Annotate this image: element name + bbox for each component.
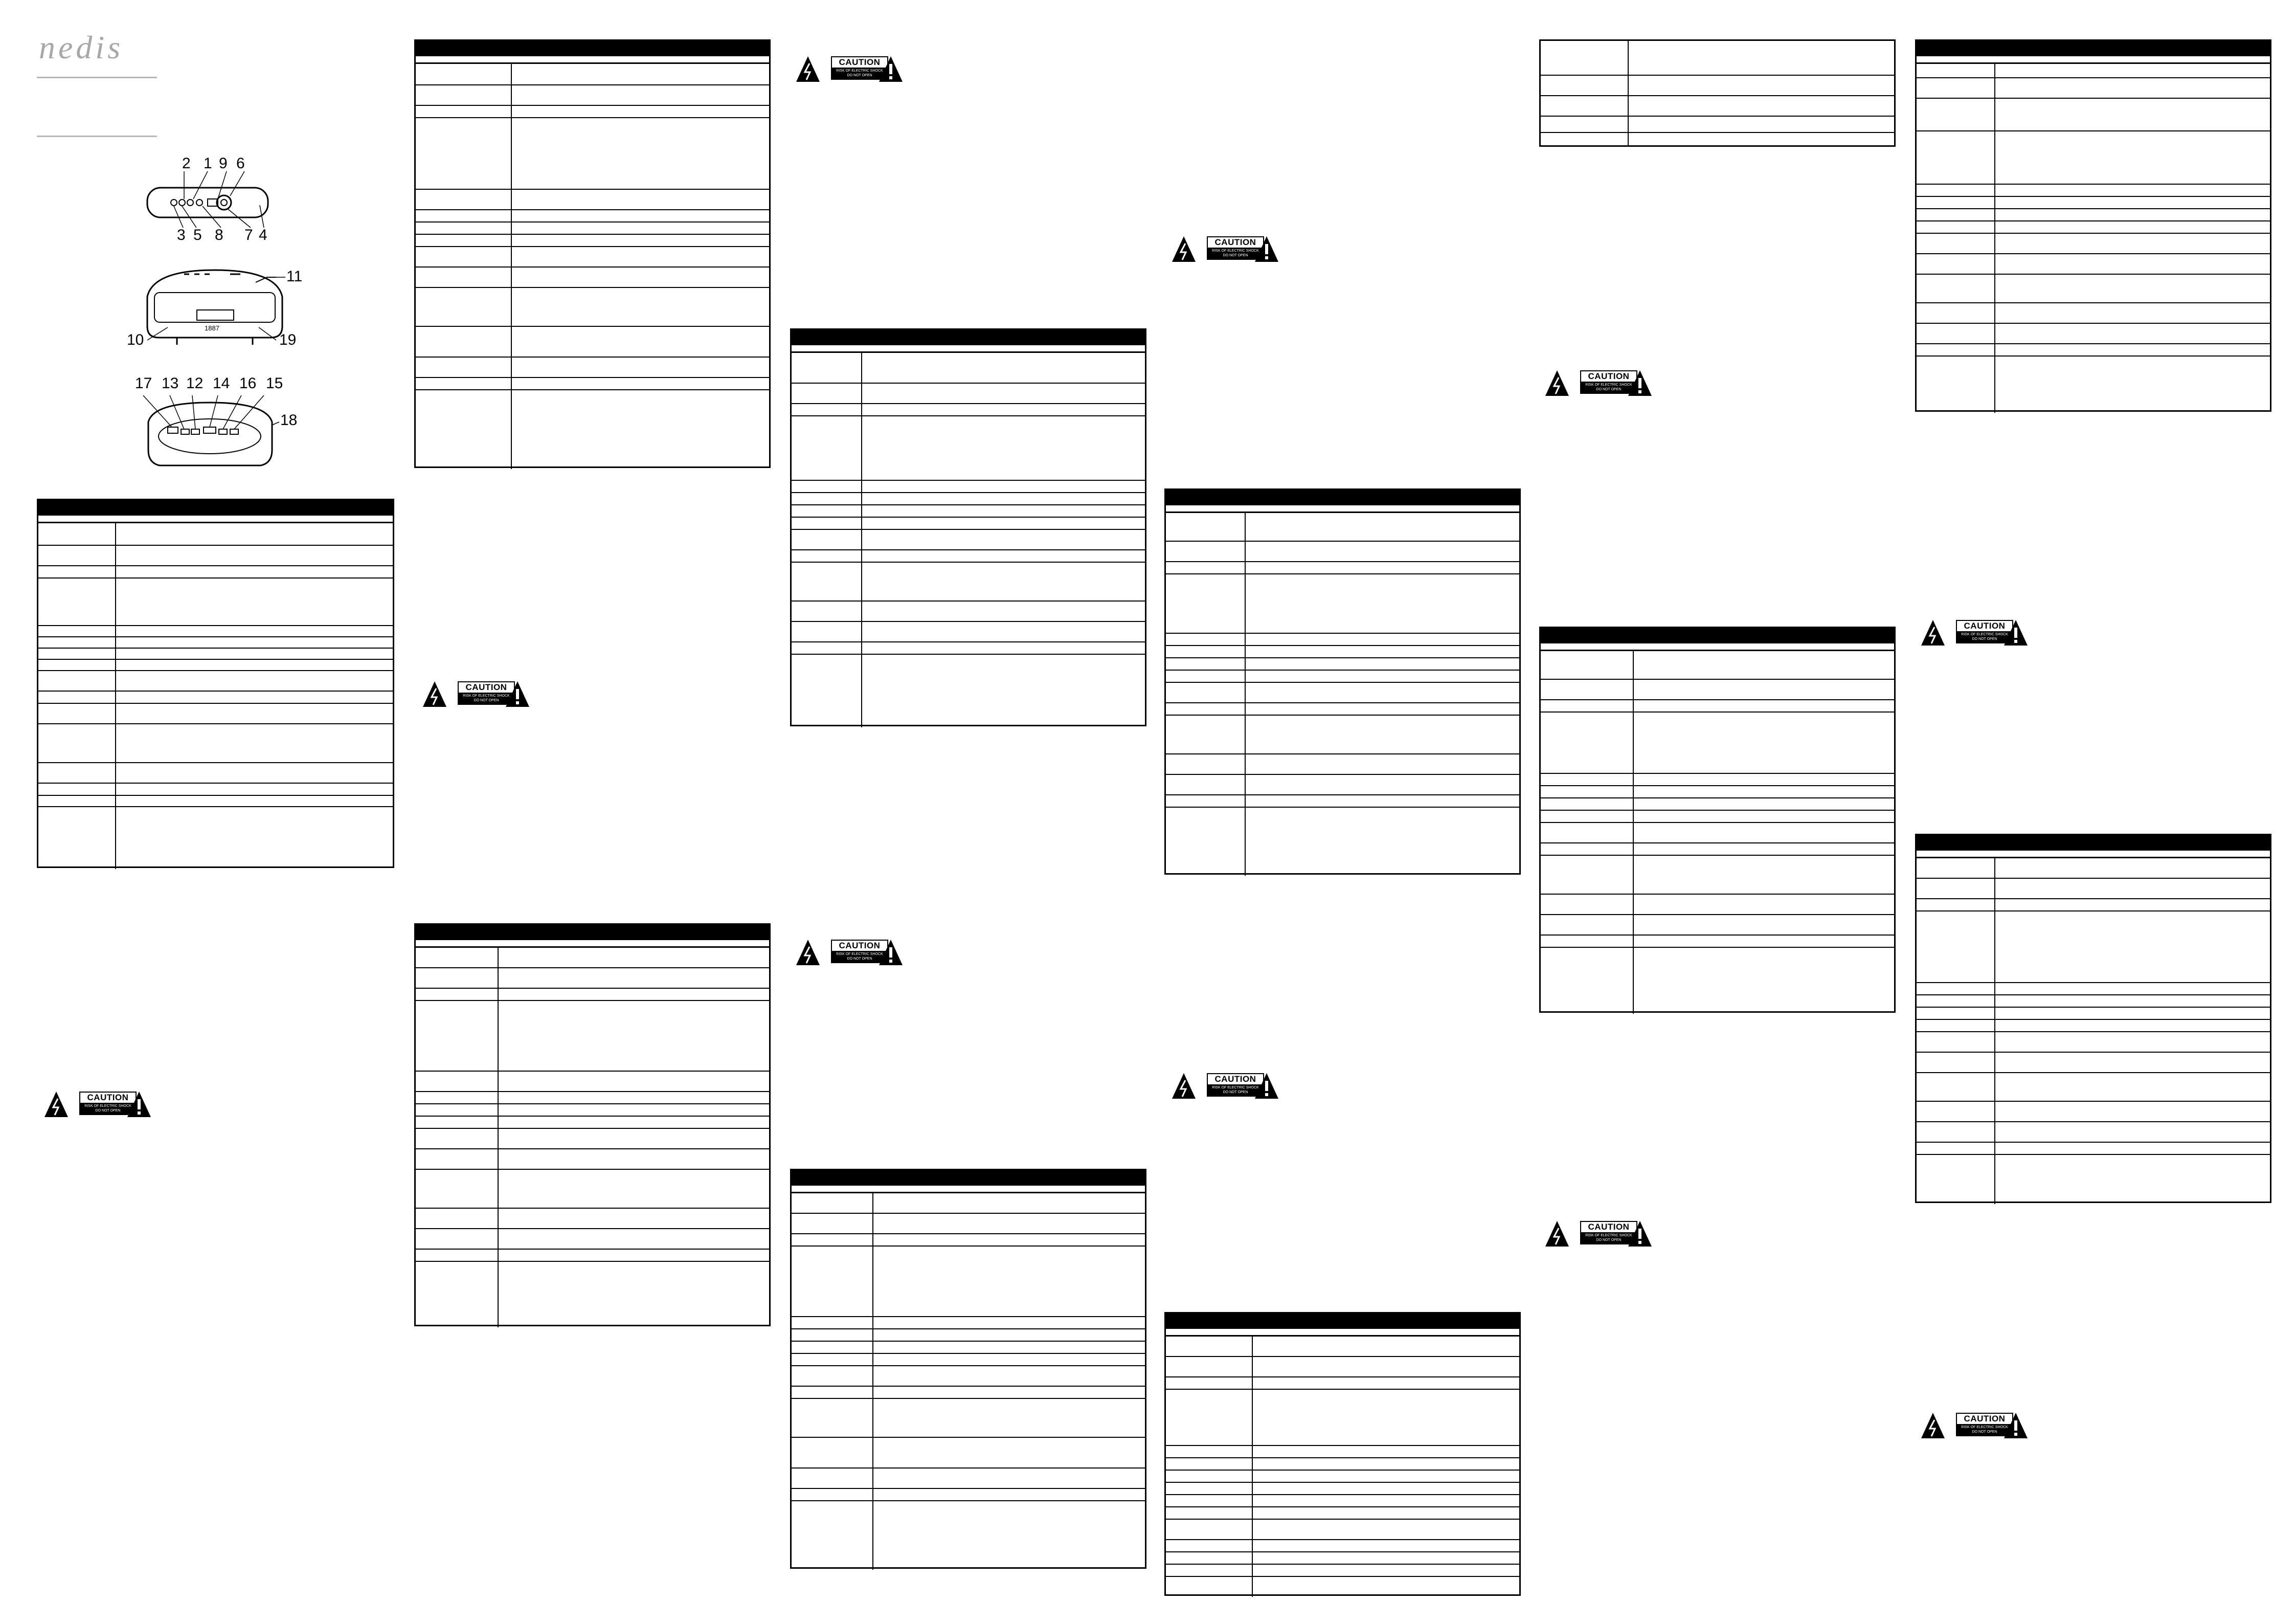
table-row bbox=[1917, 303, 2270, 324]
spec-table-col1 bbox=[37, 499, 394, 868]
table-row bbox=[792, 602, 1145, 622]
callout-5: 5 bbox=[193, 227, 202, 243]
table-row bbox=[1166, 1495, 1519, 1507]
table-row bbox=[1541, 786, 1894, 798]
spec-table-header-bar bbox=[416, 41, 769, 56]
callout-1: 1 bbox=[204, 155, 212, 172]
caution-label bbox=[795, 939, 904, 966]
spec-table-header-bar bbox=[1541, 628, 1894, 643]
table-row bbox=[416, 1001, 769, 1072]
caution-label bbox=[43, 1091, 152, 1118]
spec-table-header-bar bbox=[1917, 835, 2270, 851]
device-front-view-diagram bbox=[123, 266, 307, 353]
callout-17: 17 bbox=[135, 375, 152, 392]
table-row bbox=[1166, 808, 1519, 820]
caution-title: CAUTION bbox=[1214, 1074, 1256, 1084]
electric-shock-warning-icon bbox=[795, 55, 821, 83]
device-back-view-diagram bbox=[128, 376, 307, 478]
table-row bbox=[1166, 1337, 1519, 1357]
exclamation-warning-icon bbox=[1627, 1220, 1653, 1248]
electric-shock-warning-icon bbox=[43, 1091, 69, 1118]
table-row bbox=[1541, 798, 1894, 811]
table-row bbox=[1166, 1507, 1519, 1520]
table-row bbox=[38, 692, 393, 704]
table-row bbox=[1166, 1390, 1519, 1446]
table-row bbox=[792, 404, 1145, 416]
spec-table-col2-top bbox=[414, 39, 771, 468]
table-row bbox=[1541, 823, 1894, 843]
table-row bbox=[416, 1149, 769, 1170]
table-row bbox=[416, 390, 769, 403]
table-row bbox=[1166, 1377, 1519, 1390]
table-row bbox=[1166, 775, 1519, 795]
table-row bbox=[1541, 713, 1894, 774]
caution-subtitle-line1: RISK OF ELECTRIC SHOCK bbox=[1212, 1086, 1259, 1089]
table-row bbox=[416, 1104, 769, 1117]
table-row bbox=[1541, 774, 1894, 786]
callout-13: 13 bbox=[162, 375, 179, 392]
caution-title: CAUTION bbox=[87, 1093, 129, 1102]
table-row bbox=[1166, 1483, 1519, 1495]
spec-table-header-bar bbox=[1166, 490, 1519, 505]
table-row bbox=[38, 649, 393, 660]
table-row bbox=[1166, 1520, 1519, 1540]
table-row bbox=[1917, 1143, 2270, 1155]
table-row bbox=[1166, 1446, 1519, 1458]
table-row bbox=[1166, 703, 1519, 716]
callout-9: 9 bbox=[219, 155, 228, 172]
table-row bbox=[1166, 1471, 1519, 1483]
caution-subtitle-line1: RISK OF ELECTRIC SHOCK bbox=[1961, 633, 2008, 636]
exclamation-warning-icon bbox=[878, 939, 904, 966]
table-row bbox=[1166, 542, 1519, 562]
table-row bbox=[416, 268, 769, 288]
spec-table-header-bar bbox=[1166, 1314, 1519, 1329]
table-row bbox=[1166, 1540, 1519, 1552]
table-row bbox=[1166, 1552, 1519, 1565]
exclamation-warning-icon bbox=[878, 55, 904, 83]
table-row bbox=[38, 763, 393, 784]
callout-7: 7 bbox=[244, 227, 253, 243]
device-top-view-diagram bbox=[128, 156, 291, 243]
spec-table-col3-top bbox=[790, 328, 1146, 726]
spec-table-col6-bottom bbox=[1915, 834, 2271, 1203]
table-row bbox=[792, 1317, 1145, 1329]
table-row bbox=[792, 622, 1145, 642]
spec-table-header-bar bbox=[1917, 41, 2270, 56]
table-row bbox=[1917, 324, 2270, 344]
table-row bbox=[38, 796, 393, 807]
table-row bbox=[792, 642, 1145, 655]
table-row bbox=[416, 118, 769, 190]
table-row bbox=[1166, 716, 1519, 754]
callout-14: 14 bbox=[213, 375, 230, 392]
table-row bbox=[1917, 858, 2270, 879]
exclamation-warning-icon bbox=[2003, 1412, 2029, 1439]
table-row bbox=[1166, 754, 1519, 775]
electric-shock-warning-icon bbox=[795, 939, 821, 966]
callout-6: 6 bbox=[236, 155, 245, 172]
table-row bbox=[792, 563, 1145, 602]
table-row bbox=[792, 1234, 1145, 1247]
spec-table-col4-bottom bbox=[1164, 1312, 1521, 1596]
caution-subtitle-line2: DO NOT OPEN bbox=[1972, 637, 1997, 641]
table-row bbox=[792, 1329, 1145, 1342]
caution-label bbox=[1544, 1220, 1653, 1248]
table-row bbox=[1166, 1565, 1519, 1577]
table-row bbox=[416, 64, 769, 85]
table-row bbox=[38, 546, 393, 566]
exclamation-warning-icon bbox=[505, 680, 530, 708]
table-row bbox=[1541, 948, 1894, 960]
nedis-logo bbox=[37, 32, 162, 75]
caution-subtitle-line1: RISK OF ELECTRIC SHOCK bbox=[1961, 1426, 2008, 1429]
caution-title: CAUTION bbox=[1214, 237, 1256, 247]
table-row bbox=[416, 1092, 769, 1104]
electric-shock-warning-icon bbox=[1171, 235, 1197, 263]
spec-table-body bbox=[1541, 651, 1894, 1014]
caution-title: CAUTION bbox=[1964, 1414, 2006, 1423]
caution-subtitle-line2: DO NOT OPEN bbox=[1972, 1430, 1997, 1434]
table-row bbox=[1541, 680, 1894, 700]
table-row bbox=[1541, 76, 1894, 96]
table-row bbox=[38, 566, 393, 579]
spec-table-body bbox=[416, 948, 769, 1327]
table-row bbox=[1917, 275, 2270, 303]
caution-subtitle-line1: RISK OF ELECTRIC SHOCK bbox=[836, 69, 883, 73]
table-row bbox=[792, 1469, 1145, 1489]
table-row bbox=[792, 1501, 1145, 1514]
callout-15: 15 bbox=[266, 375, 283, 392]
caution-label bbox=[795, 55, 904, 83]
callout-10: 10 bbox=[127, 331, 144, 348]
caution-subtitle-line1: RISK OF ELECTRIC SHOCK bbox=[463, 694, 510, 698]
table-row bbox=[1917, 983, 2270, 995]
table-row bbox=[416, 358, 769, 378]
table-row bbox=[38, 579, 393, 626]
table-row bbox=[1917, 254, 2270, 275]
table-row bbox=[416, 223, 769, 235]
caution-subtitle-line1: RISK OF ELECTRIC SHOCK bbox=[1585, 1234, 1632, 1237]
table-row bbox=[1166, 795, 1519, 808]
front-display-readout: 1887 bbox=[205, 324, 219, 332]
nedis-logo-text: nedis bbox=[39, 32, 124, 65]
table-row bbox=[416, 948, 769, 968]
callout-2: 2 bbox=[182, 155, 191, 172]
caution-label bbox=[1171, 1072, 1279, 1100]
table-row bbox=[792, 384, 1145, 404]
table-row bbox=[38, 704, 393, 724]
caution-title: CAUTION bbox=[465, 682, 507, 692]
spec-table-body bbox=[416, 64, 769, 469]
table-row bbox=[416, 1229, 769, 1250]
table-row bbox=[792, 550, 1145, 563]
spec-table-body bbox=[1166, 513, 1519, 876]
table-row bbox=[1917, 185, 2270, 197]
table-row bbox=[1917, 1032, 2270, 1053]
table-row bbox=[416, 190, 769, 210]
table-row bbox=[792, 1193, 1145, 1214]
table-row bbox=[416, 247, 769, 268]
spec-table-header-bar bbox=[38, 500, 393, 516]
table-row bbox=[792, 416, 1145, 481]
table-row bbox=[416, 378, 769, 390]
caution-label bbox=[1920, 619, 2029, 647]
table-row bbox=[1541, 96, 1894, 117]
caution-title: CAUTION bbox=[1964, 621, 2006, 631]
exclamation-warning-icon bbox=[1254, 235, 1279, 263]
table-row bbox=[1541, 856, 1894, 895]
table-row bbox=[792, 353, 1145, 384]
table-row bbox=[1917, 1053, 2270, 1073]
table-row bbox=[792, 1387, 1145, 1399]
table-row bbox=[1917, 1020, 2270, 1032]
caution-title: CAUTION bbox=[839, 941, 881, 950]
table-row bbox=[416, 1250, 769, 1262]
table-row bbox=[1917, 209, 2270, 221]
table-row bbox=[1917, 221, 2270, 234]
table-row bbox=[792, 1489, 1145, 1501]
caution-title: CAUTION bbox=[839, 57, 881, 67]
table-row bbox=[792, 505, 1145, 518]
callout-12: 12 bbox=[186, 375, 204, 392]
electric-shock-warning-icon bbox=[1544, 369, 1570, 397]
table-row bbox=[416, 1209, 769, 1229]
table-row bbox=[1917, 911, 2270, 983]
table-row bbox=[416, 1262, 769, 1274]
table-row bbox=[1917, 78, 2270, 99]
table-row bbox=[792, 1399, 1145, 1438]
caution-label bbox=[1920, 1412, 2029, 1439]
callout-18: 18 bbox=[280, 412, 298, 429]
table-row bbox=[792, 1438, 1145, 1469]
table-row bbox=[1917, 879, 2270, 899]
table-row bbox=[416, 968, 769, 989]
table-row bbox=[38, 637, 393, 649]
table-row bbox=[1541, 700, 1894, 713]
caution-subtitle-line2: DO NOT OPEN bbox=[847, 74, 872, 77]
table-row bbox=[1541, 895, 1894, 915]
table-row bbox=[792, 655, 1145, 667]
table-row bbox=[1166, 658, 1519, 671]
table-row bbox=[1917, 344, 2270, 357]
header-rule-2 bbox=[37, 136, 157, 137]
exclamation-warning-icon bbox=[1254, 1072, 1279, 1100]
table-row bbox=[1917, 1122, 2270, 1143]
table-row bbox=[416, 989, 769, 1001]
callout-19: 19 bbox=[279, 331, 297, 348]
electric-shock-warning-icon bbox=[422, 680, 447, 708]
table-row bbox=[1166, 1577, 1519, 1595]
spec-table-body bbox=[1917, 858, 2270, 1204]
callout-16: 16 bbox=[239, 375, 257, 392]
spec-table-col5-continued bbox=[1539, 39, 1896, 147]
caution-title: CAUTION bbox=[1588, 371, 1630, 381]
electric-shock-warning-icon bbox=[1920, 619, 1946, 647]
table-row bbox=[1541, 651, 1894, 680]
caution-subtitle-line2: DO NOT OPEN bbox=[1596, 1238, 1622, 1242]
table-row bbox=[416, 85, 769, 106]
electric-shock-warning-icon bbox=[1171, 1072, 1197, 1100]
spec-table-col6-top bbox=[1915, 39, 2271, 412]
caution-label bbox=[422, 680, 530, 708]
table-row bbox=[792, 1342, 1145, 1354]
table-row bbox=[1917, 357, 2270, 377]
table-row bbox=[792, 1366, 1145, 1387]
table-row bbox=[1917, 131, 2270, 185]
spec-table-col2-bottom bbox=[414, 923, 771, 1326]
caution-subtitle-line2: DO NOT OPEN bbox=[847, 957, 872, 961]
exclamation-warning-icon bbox=[2003, 619, 2029, 647]
table-row bbox=[1166, 634, 1519, 646]
table-row bbox=[416, 1072, 769, 1092]
table-row bbox=[1917, 1008, 2270, 1020]
table-row bbox=[1917, 899, 2270, 911]
table-row bbox=[38, 626, 393, 637]
table-row bbox=[792, 1247, 1145, 1317]
spec-table-body bbox=[38, 523, 393, 869]
table-row bbox=[38, 523, 393, 546]
table-row bbox=[1166, 1458, 1519, 1471]
table-row bbox=[1166, 574, 1519, 634]
spec-table-header-bar bbox=[416, 925, 769, 940]
table-row bbox=[1166, 683, 1519, 703]
caution-label bbox=[1171, 235, 1279, 263]
table-row bbox=[1917, 1155, 2270, 1167]
table-row bbox=[792, 481, 1145, 493]
spec-table-body bbox=[1917, 64, 2270, 413]
table-row bbox=[1917, 995, 2270, 1008]
table-row bbox=[1166, 1357, 1519, 1377]
spec-table-header-bar bbox=[792, 1170, 1145, 1186]
table-row bbox=[1166, 646, 1519, 658]
table-row bbox=[1917, 99, 2270, 131]
caution-title: CAUTION bbox=[1588, 1222, 1630, 1232]
table-row bbox=[792, 518, 1145, 530]
table-row bbox=[1541, 811, 1894, 823]
table-row bbox=[38, 724, 393, 763]
table-row bbox=[38, 671, 393, 692]
callout-3: 3 bbox=[177, 227, 186, 243]
caution-label bbox=[1544, 369, 1653, 397]
spec-table-col4-top bbox=[1164, 488, 1521, 875]
callout-4: 4 bbox=[259, 227, 267, 243]
exclamation-warning-icon bbox=[1627, 369, 1653, 397]
table-row bbox=[1917, 1102, 2270, 1122]
table-row bbox=[1541, 843, 1894, 856]
callout-11: 11 bbox=[286, 268, 303, 285]
table-row bbox=[792, 493, 1145, 505]
table-row bbox=[792, 1214, 1145, 1234]
caution-subtitle-line2: DO NOT OPEN bbox=[1596, 388, 1622, 391]
electric-shock-warning-icon bbox=[1920, 1412, 1946, 1439]
electric-shock-warning-icon bbox=[1544, 1220, 1570, 1248]
table-row bbox=[1541, 41, 1894, 76]
table-row bbox=[1541, 936, 1894, 948]
table-row bbox=[416, 210, 769, 223]
table-row bbox=[416, 288, 769, 327]
caution-subtitle-line2: DO NOT OPEN bbox=[1223, 1091, 1248, 1094]
table-row bbox=[38, 660, 393, 671]
caution-subtitle-line1: RISK OF ELECTRIC SHOCK bbox=[1585, 383, 1632, 387]
table-row bbox=[416, 106, 769, 118]
table-row bbox=[1541, 117, 1894, 133]
spec-table-col3-bottom bbox=[790, 1169, 1146, 1569]
table-row bbox=[38, 807, 393, 819]
table-row bbox=[1166, 562, 1519, 574]
header-rule-1 bbox=[37, 77, 157, 78]
caution-subtitle-line2: DO NOT OPEN bbox=[1223, 254, 1248, 257]
spec-table-body bbox=[792, 353, 1145, 727]
table-row bbox=[1541, 915, 1894, 936]
table-row bbox=[1917, 234, 2270, 254]
table-row bbox=[416, 1117, 769, 1129]
table-row bbox=[416, 235, 769, 247]
table-row bbox=[416, 327, 769, 358]
table-row bbox=[792, 530, 1145, 550]
table-row bbox=[416, 1129, 769, 1149]
spec-table-col5 bbox=[1539, 627, 1896, 1013]
table-row bbox=[416, 1170, 769, 1209]
table-row bbox=[1917, 1073, 2270, 1102]
table-row bbox=[1166, 671, 1519, 683]
spec-table-body bbox=[1166, 1337, 1519, 1597]
table-row bbox=[1541, 133, 1894, 145]
spec-table-header-bar bbox=[792, 330, 1145, 345]
caution-subtitle-line1: RISK OF ELECTRIC SHOCK bbox=[836, 952, 883, 956]
callout-8: 8 bbox=[215, 227, 223, 243]
caution-subtitle-line2: DO NOT OPEN bbox=[474, 699, 499, 702]
caution-subtitle-line2: DO NOT OPEN bbox=[95, 1109, 121, 1113]
exclamation-warning-icon bbox=[126, 1091, 152, 1118]
table-row bbox=[1166, 513, 1519, 542]
table-row bbox=[1917, 197, 2270, 209]
table-row bbox=[1917, 64, 2270, 78]
caution-subtitle-line1: RISK OF ELECTRIC SHOCK bbox=[1212, 249, 1259, 253]
caution-subtitle-line1: RISK OF ELECTRIC SHOCK bbox=[84, 1104, 131, 1108]
table-row bbox=[38, 784, 393, 796]
spec-table-body bbox=[792, 1193, 1145, 1570]
table-row bbox=[792, 1354, 1145, 1366]
